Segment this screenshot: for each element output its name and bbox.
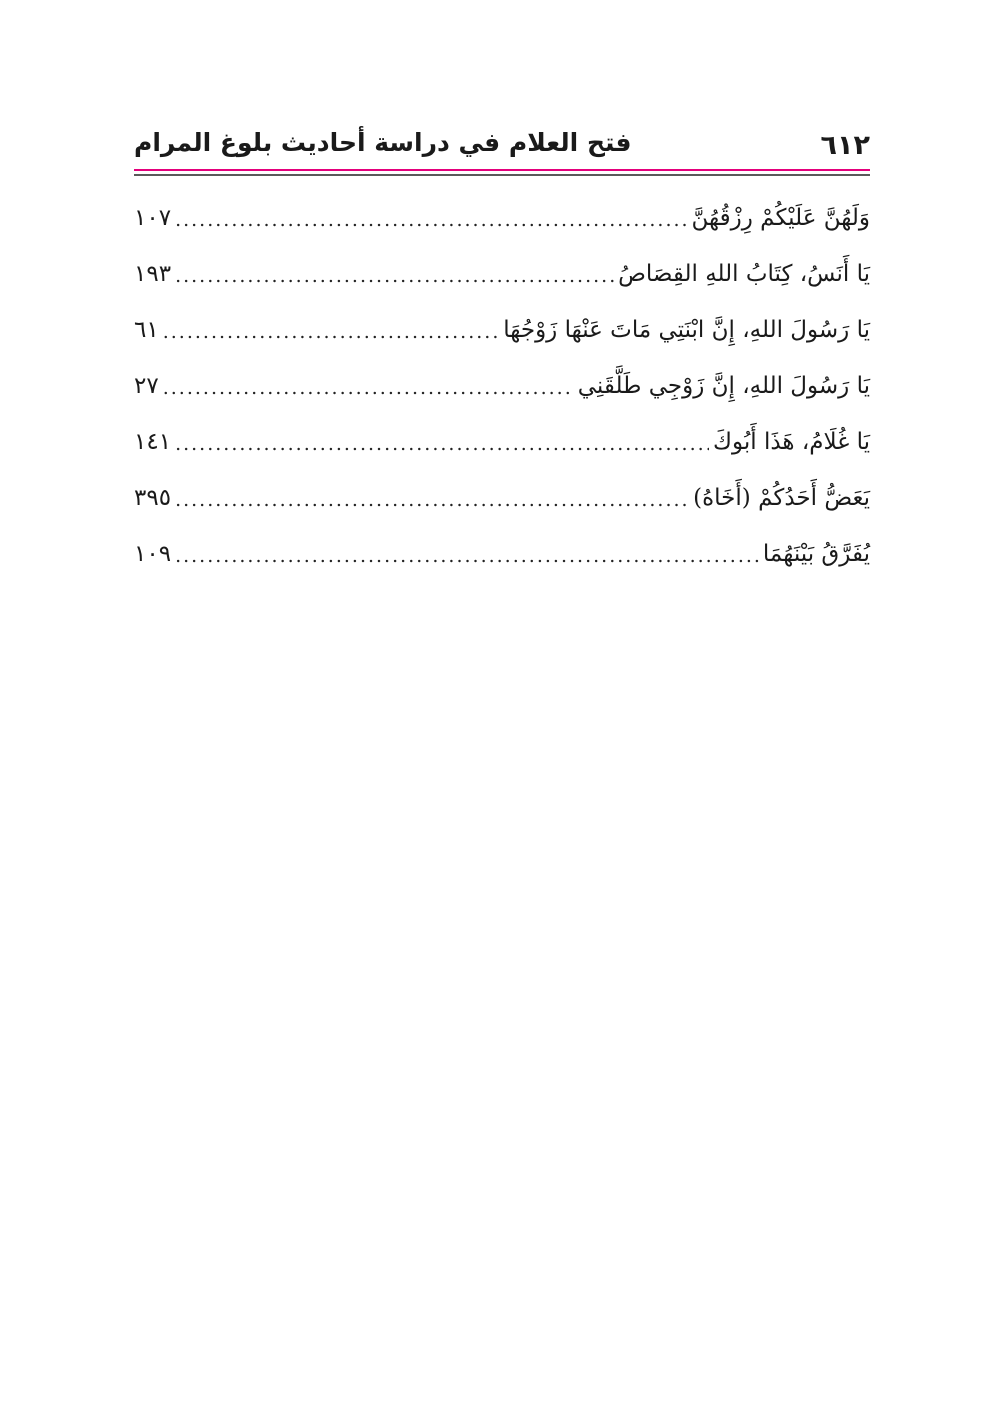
entry-text: يَا رَسُولَ اللهِ، إِنَّ ابْنَتِي مَاتَ عَنْهَا زَوْجُهَا bbox=[503, 317, 870, 343]
entry-text: يَا أَنَسُ، كِتَابُ اللهِ القِصَاصُ bbox=[618, 261, 870, 287]
index-entry bbox=[134, 526, 870, 582]
index-entry bbox=[134, 190, 870, 246]
entry-text: يُفَرَّقُ بَيْنَهُمَا bbox=[762, 541, 870, 567]
index-entry bbox=[134, 358, 870, 414]
dot-leader bbox=[175, 489, 689, 511]
index-entry bbox=[134, 302, 870, 358]
dot-leader bbox=[175, 433, 709, 455]
entry-text: يَا غُلَامُ، هَذَا أَبُوكَ bbox=[713, 429, 870, 455]
index-entry bbox=[134, 246, 870, 302]
hadith-index-list bbox=[134, 190, 870, 582]
entry-text: يَعَضُّ أَحَدُكُمْ (أَخَاهُ) bbox=[693, 485, 870, 511]
dot-leader bbox=[175, 265, 614, 287]
dot-leader bbox=[163, 377, 574, 399]
header-rule-pink bbox=[134, 169, 870, 171]
header-rule-gray bbox=[134, 174, 870, 176]
entry-page-number: ٢٧ bbox=[134, 373, 159, 399]
entry-page-number: ١٤١ bbox=[134, 429, 172, 455]
running-header bbox=[134, 126, 870, 166]
entry-page-number: ٣٩٥ bbox=[134, 485, 172, 511]
dot-leader bbox=[175, 545, 759, 567]
entry-page-number: ١٩٣ bbox=[134, 261, 172, 287]
index-entry bbox=[134, 470, 870, 526]
entry-page-number: ١٠٧ bbox=[134, 205, 172, 231]
entry-page-number: ١٠٩ bbox=[134, 541, 172, 567]
entry-page-number: ٦١ bbox=[134, 317, 159, 343]
dot-leader bbox=[163, 321, 500, 343]
entry-text: وَلَهُنَّ عَلَيْكُمْ رِزْقُهُنَّ bbox=[691, 205, 870, 231]
book-title: فتح العلام في دراسة أحاديث بلوغ المرام bbox=[134, 128, 632, 157]
page-number: ٦١٢ bbox=[820, 130, 870, 161]
entry-text: يَا رَسُولَ اللهِ، إِنَّ زَوْجِي طَلَّقَنِي bbox=[577, 373, 870, 399]
index-entry bbox=[134, 414, 870, 470]
dot-leader bbox=[175, 209, 687, 231]
